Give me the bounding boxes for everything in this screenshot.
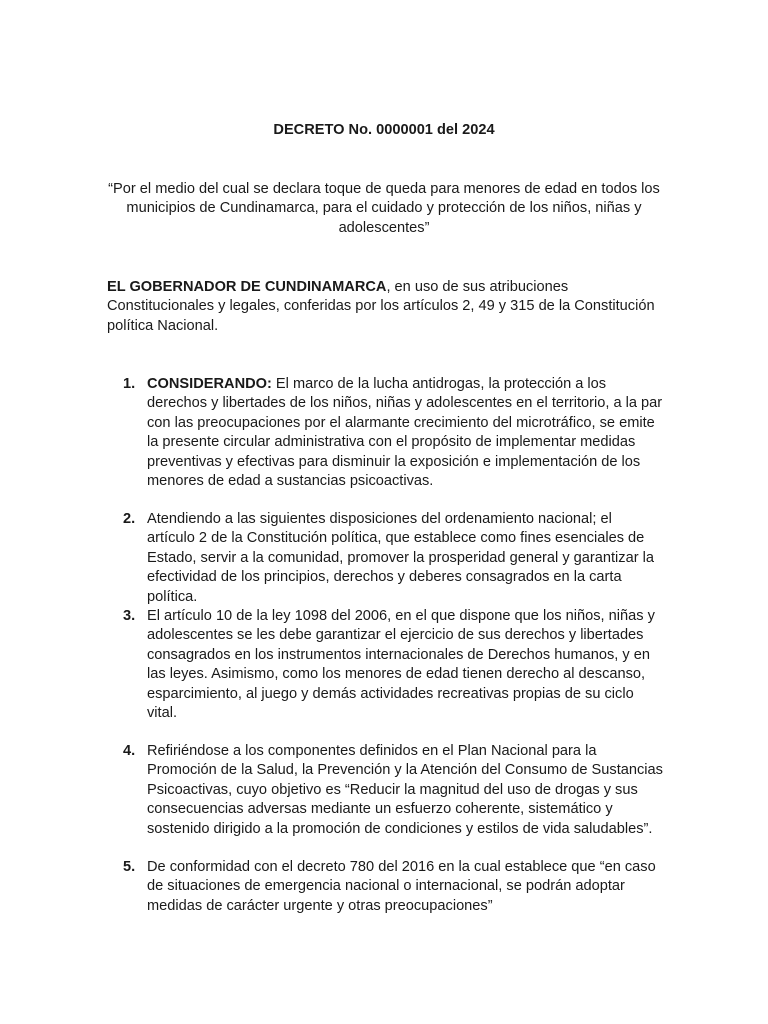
list-item [107, 607, 663, 723]
decree-subtitle: “Por el medio del cual se declara toque de queda para menores de edad en todos los municipios de Cundinamarca, para el cuidado y protección de los niños, niñas y adolescentes” [108, 181, 660, 236]
item-number: 1. [123, 376, 136, 392]
item-text [147, 510, 663, 607]
item-number: 5. [123, 859, 136, 875]
list-item [107, 510, 663, 607]
list-item [107, 858, 663, 916]
item-text [147, 742, 663, 839]
item-body: El artículo 10 de la ley 1098 del 2006, en el que dispone que los niños, niñas y adolescentes se les debe garantizar el ejercicio de sus derechos y libertades consagrados en los instrumentos internacionales de Derechos humanos, y en las leyes. Asimismo, como los menores de edad tienen derecho al descanso, esparcimiento, al juego y demás actividades recreativas propias de su ciclo vital. [147, 608, 655, 722]
intro-bold: EL GOBERNADOR DE CUNDINAMARCA [107, 279, 387, 295]
intro-paragraph [107, 278, 663, 336]
list-item [107, 375, 663, 491]
item-body: El marco de la lucha antidrogas, la protección a los derechos y libertades de los niños, niñas y adolescentes en el territorio, a la par con las preocupaciones por el alarmante crecimiento del microtráfico, se emite la presente circular administrativa con el propósito de implementar medidas preventivas y efectivas para disminuir la exposición e implementación de los menores de edad a sustancias psicoactivas. [147, 376, 663, 490]
item-number: 2. [123, 511, 136, 527]
item-text [147, 607, 663, 723]
decree-title: DECRETO No. 0000001 del 2024 [273, 122, 495, 138]
item-body: De conformidad con el decreto 780 del 2016 en la cual establece que “en caso de situaciones de emergencia nacional o internacional, se podrán adoptar medidas de carácter urgente y otras preocupaciones” [147, 859, 656, 914]
intro-text: , en uso de sus atribuciones Constitucionales y legales, conferidas por los artículos 2, 49 y 315 de la Constitución política Nacional. [107, 279, 655, 334]
item-number: 4. [123, 743, 136, 759]
item-body: Refiriéndose a los componentes definidos en el Plan Nacional para la Promoción de la Salud, la Prevención y la Atención del Consumo de Sustancias Psicoactivas, cuyo objetivo es “Reducir la magnitud del uso de drogas y sus consecuencias adversas mediante un esfuerzo coherente, sistemático y sostenido dirigido a la promoción de condiciones y estilos de vida saludables”. [147, 743, 663, 837]
item-body: Atendiendo a las siguientes disposiciones del ordenamiento nacional; el artículo 2 de la Constitución política, que establece como fines esenciales de Estado, servir a la comunidad, promover la prosperidad general y garantizar la efectividad de los principios, derechos y deberes consagrados en la carta política. [147, 511, 654, 605]
list-item [107, 742, 663, 839]
item-number: 3. [123, 608, 136, 624]
item-text [147, 858, 663, 916]
item-text [147, 375, 663, 491]
item-bold: CONSIDERANDO: [147, 376, 272, 392]
